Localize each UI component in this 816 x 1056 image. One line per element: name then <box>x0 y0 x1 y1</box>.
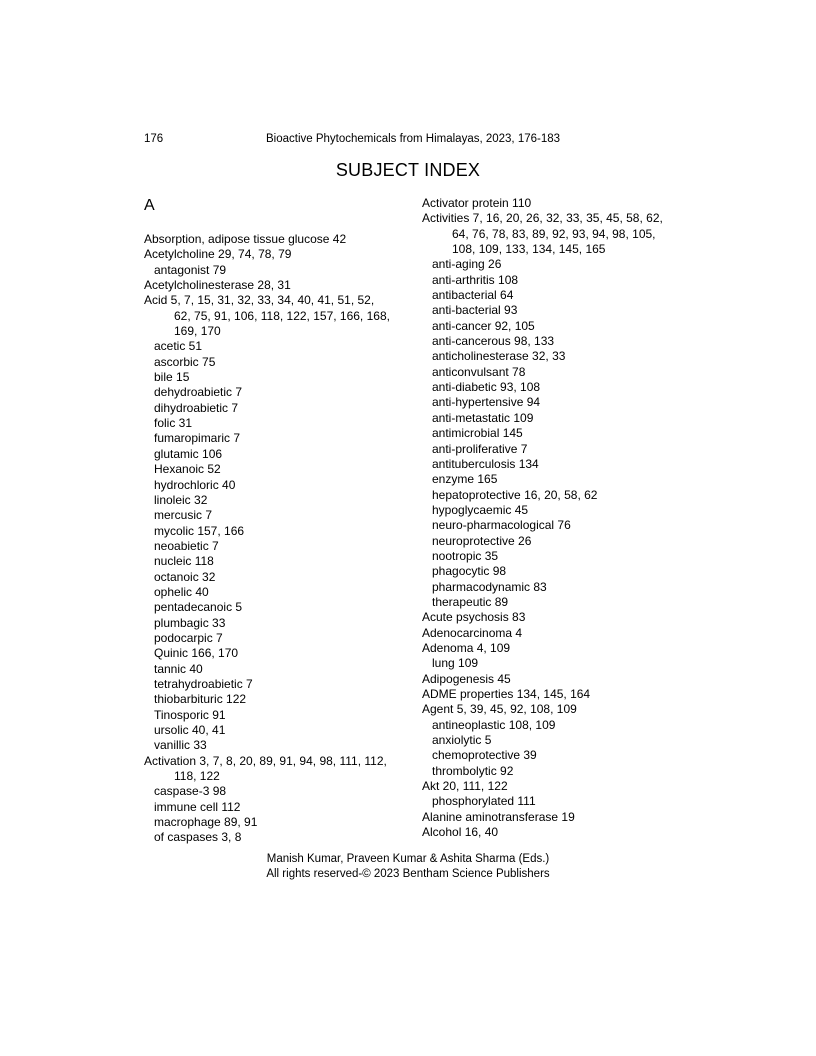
index-entry-line: 62, 75, 91, 106, 118, 122, 157, 166, 168, <box>174 308 390 323</box>
index-entry-line: fumaropimaric 7 <box>154 431 241 446</box>
index-entry <box>144 278 406 293</box>
index-entry-line: Agent 5, 39, 45, 92, 108, 109 <box>422 702 577 717</box>
index-subentry <box>422 288 682 303</box>
index-entry-line: chemoprotective 39 <box>432 748 537 763</box>
index-subentry <box>422 733 682 748</box>
index-entry-line: phagocytic 98 <box>432 564 507 579</box>
index-entry <box>422 672 682 687</box>
index-entry <box>144 754 406 785</box>
index-subentry <box>422 273 682 288</box>
index-subentry <box>144 784 406 799</box>
index-entry-line: neoabietic 7 <box>154 538 219 553</box>
index-entry-line: mycolic 157, 166 <box>154 523 245 538</box>
index-entry-line: 118, 122 <box>174 769 220 784</box>
index-entry-line: nucleic 118 <box>154 554 214 569</box>
index-entry-line: thiobarbituric 122 <box>154 692 247 707</box>
index-subentry <box>144 339 406 354</box>
index-entry-line: nootropic 35 <box>432 548 499 563</box>
index-subentry <box>422 488 682 503</box>
index-subentry <box>144 478 406 493</box>
index-subentry <box>422 411 682 426</box>
index-entry-line: antibacterial 64 <box>432 288 514 303</box>
index-entry-line: Activator protein 110 <box>422 196 532 210</box>
index-subentry <box>144 493 406 508</box>
index-entry-line: neuro-pharmacological 76 <box>432 518 571 533</box>
index-subentry <box>144 815 406 830</box>
index-entry-line: tannic 40 <box>154 661 203 676</box>
index-subentry <box>144 508 406 523</box>
index-entry-line: octanoic 32 <box>154 569 216 584</box>
index-entry-line: hydrochloric 40 <box>154 477 236 492</box>
index-subentry <box>144 646 406 661</box>
index-entry-line: podocarpic 7 <box>154 630 223 645</box>
index-subentry <box>422 503 682 518</box>
index-entry-line: anti-metastatic 109 <box>432 410 534 425</box>
running-head: Bioactive Phytochemicals from Himalayas, 2023, 176-183 <box>266 133 561 145</box>
index-entry-line: neuroprotective 26 <box>432 533 532 548</box>
index-subentry <box>422 595 682 610</box>
index-entry-line: acetic 51 <box>154 339 203 354</box>
index-entry-line: pentadecanoic 5 <box>154 600 243 615</box>
index-subentry <box>144 570 406 585</box>
index-subentry <box>422 794 682 809</box>
index-entry-line: antagonist 79 <box>154 262 227 277</box>
index-subentry <box>144 385 406 400</box>
index-subentry <box>144 585 406 600</box>
index-entry-line: Tinosporic 91 <box>154 707 226 722</box>
index-subentry <box>144 662 406 677</box>
index-entry-line: anticonvulsant 78 <box>432 364 526 379</box>
index-entry <box>422 211 682 257</box>
index-subentry <box>144 738 406 753</box>
index-subentry <box>422 442 682 457</box>
index-entry-line: caspase-3 98 <box>154 784 227 799</box>
index-subentry <box>422 334 682 349</box>
index-subentry <box>422 518 682 533</box>
footer-editors: Manish Kumar, Praveen Kumar & Ashita Sharma (Eds.) <box>266 853 550 865</box>
index-entry-line: immune cell 112 <box>154 799 241 814</box>
index-subentry <box>144 800 406 815</box>
index-entry-line: Alcohol 16, 40 <box>422 825 499 840</box>
index-entry <box>422 626 682 641</box>
index-entry-line: ophelic 40 <box>154 584 209 599</box>
index-subentry <box>144 677 406 692</box>
index-entry-line: antineoplastic 108, 109 <box>432 717 556 732</box>
index-subentry <box>422 656 682 671</box>
index-subentry <box>422 534 682 549</box>
index-entry-line: antituberculosis 134 <box>432 456 539 471</box>
index-entry-line: dihydroabietic 7 <box>154 400 239 415</box>
index-entry-line: anti-diabetic 93, 108 <box>432 380 541 395</box>
index-entry-line: 108, 109, 133, 134, 145, 165 <box>452 242 606 257</box>
index-subentry <box>144 692 406 707</box>
index-entry <box>422 196 682 211</box>
index-subentry <box>422 380 682 395</box>
index-entry-line: Activities 7, 16, 20, 26, 32, 33, 35, 45, 58, 62, <box>422 211 663 226</box>
index-entry-line: glutamic 106 <box>154 446 223 461</box>
index-subentry <box>144 370 406 385</box>
index-entry-line: Acetylcholine 29, 74, 78, 79 <box>144 247 292 262</box>
index-entry-line: Adipogenesis 45 <box>422 671 511 686</box>
index-entry-line: anti-cancerous 98, 133 <box>432 334 555 349</box>
index-entry <box>422 825 682 840</box>
index-subentry <box>144 401 406 416</box>
index-entry <box>144 232 406 247</box>
index-entry <box>422 779 682 794</box>
page-header <box>144 131 672 147</box>
index-entry-line: plumbagic 33 <box>154 615 226 630</box>
index-entry <box>144 247 406 262</box>
index-subentry <box>422 426 682 441</box>
index-entry <box>144 293 406 339</box>
index-entry-line: antimicrobial 145 <box>432 426 523 441</box>
footer-copyright: All rights reserved-© 2023 Bentham Science Publishers <box>266 868 550 880</box>
index-subentry <box>422 257 682 272</box>
page-number: 176 <box>144 133 164 145</box>
index-entry <box>422 610 682 625</box>
index-entry-line: Acetylcholinesterase 28, 31 <box>144 278 291 293</box>
index-entry-line: macrophage 89, 91 <box>154 815 258 830</box>
index-subentry <box>144 524 406 539</box>
index-entry-line: bile 15 <box>154 370 190 385</box>
index-entry-line: Hexanoic 52 <box>154 462 221 477</box>
index-entry-line: thrombolytic 92 <box>432 763 514 778</box>
index-subentry <box>144 723 406 738</box>
index-subentry <box>422 718 682 733</box>
index-entry-line: anti-hypertensive 94 <box>432 395 541 410</box>
index-subentry <box>422 764 682 779</box>
index-subentry <box>422 472 682 487</box>
index-subentry <box>422 319 682 334</box>
index-subentry <box>144 600 406 615</box>
index-entry-line: Adenoma 4, 109 <box>422 640 511 655</box>
index-subentry <box>144 416 406 431</box>
index-entry-line: anti-proliferative 7 <box>432 441 528 456</box>
index-subentry <box>144 631 406 646</box>
index-subentry <box>144 830 406 845</box>
index-entry-line: linoleic 32 <box>154 492 208 507</box>
index-entry-line: Quinic 166, 170 <box>154 646 239 661</box>
index-entry-line: hepatoprotective 16, 20, 58, 62 <box>432 487 598 502</box>
index-entry-line: Activation 3, 7, 8, 20, 89, 91, 94, 98, 111, 112, <box>144 753 387 768</box>
index-entry-line: Akt 20, 111, 122 <box>422 779 508 794</box>
index-subentry <box>422 580 682 595</box>
index-subentry <box>422 349 682 364</box>
index-entry-line: folic 31 <box>154 416 193 431</box>
index-subentry <box>144 708 406 723</box>
index-entry-line: Acute psychosis 83 <box>422 610 526 625</box>
index-entry-line: Adenocarcinoma 4 <box>422 625 523 640</box>
index-entry-line: lung 109 <box>432 656 479 671</box>
index-entry <box>422 810 682 825</box>
index-entry-line: anti-arthritis 108 <box>432 272 519 287</box>
index-entry-line: Absorption, adipose tissue glucose 42 <box>144 232 347 246</box>
index-entry <box>422 641 682 656</box>
index-entry-line: Alanine aminotransferase 19 <box>422 809 575 824</box>
index-entry-line: dehydroabietic 7 <box>154 385 243 400</box>
index-entry-line: 169, 170 <box>174 324 221 339</box>
index-subentry <box>144 355 406 370</box>
index-entry-line: tetrahydroabietic 7 <box>154 676 253 691</box>
index-subentry <box>422 303 682 318</box>
index-entry-line: enzyme 165 <box>432 472 498 487</box>
index-entry <box>422 702 682 717</box>
index-subentry <box>422 549 682 564</box>
index-entry-line: of caspases 3, 8 <box>154 830 242 845</box>
index-subentry <box>144 616 406 631</box>
index-column-right <box>422 196 682 840</box>
index-entry-line: anti-aging 26 <box>432 257 502 272</box>
section-letter: A <box>144 197 155 214</box>
index-subentry <box>422 365 682 380</box>
index-subentry <box>422 564 682 579</box>
index-subentry <box>144 539 406 554</box>
index-entry-line: anxiolytic 5 <box>432 733 492 748</box>
index-column-left <box>144 232 406 846</box>
index-entry-line: Acid 5, 7, 15, 31, 32, 33, 34, 40, 41, 51, 52, <box>144 293 375 308</box>
index-entry-line: anticholinesterase 32, 33 <box>432 349 566 364</box>
index-entry-line: anti-cancer 92, 105 <box>432 318 535 333</box>
index-entry-line: phosphorylated 111 <box>432 794 536 809</box>
index-entry-line: mercusic 7 <box>154 508 213 523</box>
index-subentry <box>144 431 406 446</box>
page-title: SUBJECT INDEX <box>335 160 481 180</box>
index-entry-line: pharmacodynamic 83 <box>432 579 547 594</box>
index-entry-line: 64, 76, 78, 83, 89, 92, 93, 94, 98, 105, <box>452 226 656 241</box>
index-subentry <box>422 457 682 472</box>
index-subentry <box>144 462 406 477</box>
index-entry-line: anti-bacterial 93 <box>432 303 518 318</box>
index-entry-line: ADME properties 134, 145, 164 <box>422 687 591 701</box>
index-subentry <box>144 447 406 462</box>
index-subentry <box>144 263 406 278</box>
page-footer <box>0 852 816 882</box>
index-entry-line: therapeutic 89 <box>432 594 509 609</box>
index-entry-line: ascorbic 75 <box>154 354 216 369</box>
index-entry-line: vanillic 33 <box>154 738 207 753</box>
index-entry-line: hypoglycaemic 45 <box>432 502 529 517</box>
index-subentry <box>144 554 406 569</box>
index-subentry <box>422 748 682 763</box>
index-entry <box>422 687 682 702</box>
index-subentry <box>422 395 682 410</box>
index-entry-line: ursolic 40, 41 <box>154 723 226 737</box>
